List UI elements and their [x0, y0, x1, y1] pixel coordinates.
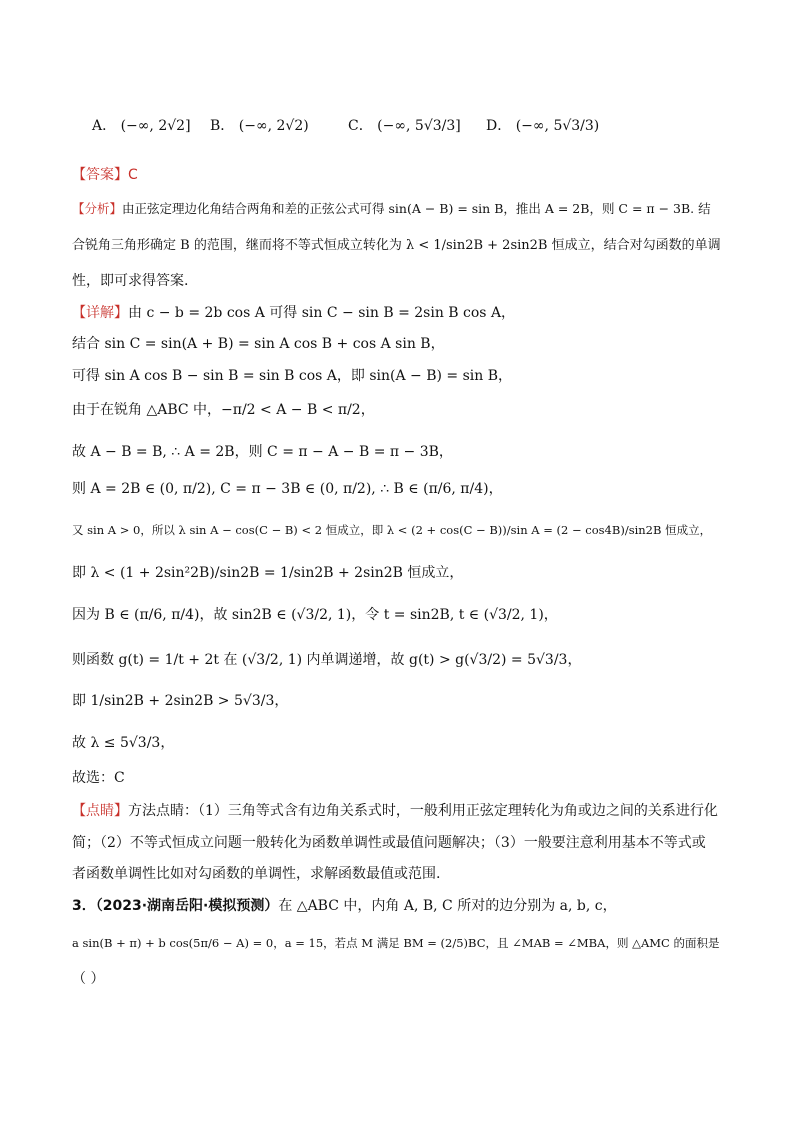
option-c-value: (−∞, 5√3/3] [377, 118, 461, 134]
detail-line-11 [72, 691, 722, 711]
detail-text-4: 由于在锐角 △ABC 中，−π/2 < A − B < π/2， [72, 402, 375, 418]
detail-text-11: 即 1/sin2B + 2sin2B > 5√3/3， [72, 693, 289, 709]
analysis-line-1 [72, 199, 722, 219]
question3-blank: （ ） [72, 971, 105, 987]
option-d-letter: D． [486, 118, 512, 134]
option-b-letter: B． [210, 118, 235, 134]
detail-line-9 [72, 605, 722, 625]
detail-line-4 [72, 400, 722, 420]
option-c-letter: C． [348, 118, 373, 134]
comment-text-3: 者函数单调性比如对勾函数的单调性，求解函数最值或范围. [72, 866, 441, 882]
detail-text-6: 则 A = 2B ∈ (0, π/2), C = π − 3B ∈ (0, π/2), ∴ B ∈ (π/6, π/4)， [72, 481, 503, 497]
detail-text-1: 由 c − b = 2b cos A 可得 sin C − sin B = 2sin B cos A， [128, 305, 516, 321]
question3-line-2 [72, 933, 722, 953]
detail-line-13 [72, 768, 722, 788]
option-a-letter: A． [92, 118, 117, 134]
answer-tag: 【答案】 [72, 167, 128, 183]
analysis-tag: 【分析】 [72, 201, 123, 216]
detail-line-10 [72, 650, 722, 670]
comment-line-1 [72, 801, 722, 821]
comment-text-1: 方法点睛：（1）三角等式含有边角关系式时，一般利用正弦定理转化为角或边之间的关系进行化 [128, 803, 718, 819]
option-c [348, 116, 461, 136]
detail-text-13: 故选：C [72, 770, 125, 786]
detail-text-9: 因为 B ∈ (π/6, π/4)，故 sin2B ∈ (√3/2, 1)，令 t = sin2B, t ∈ (√3/2, 1)， [72, 607, 558, 623]
detail-line-6 [72, 479, 722, 499]
detail-text-2: 结合 sin C = sin(A + B) = sin A cos B + cos A sin B， [72, 336, 445, 352]
detail-line-5 [72, 442, 722, 462]
option-a-value: (−∞, 2√2] [120, 118, 191, 134]
question3-number: 3． [72, 898, 96, 914]
comment-line-2 [72, 833, 722, 853]
answer-value: C [128, 167, 138, 183]
question3-source: （2023·湖南岳阳·模拟预测） [95, 898, 279, 914]
option-d-value: (−∞, 5√3/3) [515, 118, 600, 134]
comment-tag: 【点睛】 [72, 803, 128, 819]
detail-line-7 [72, 520, 722, 540]
detail-line-8 [72, 563, 722, 583]
option-d [486, 116, 599, 136]
analysis-line-3 [72, 271, 722, 291]
detail-text-12: 故 λ ≤ 5√3/3， [72, 735, 175, 751]
comment-text-2: 简；（2）不等式恒成立问题一般转化为函数单调性或最值问题解决；（3）一般要注意利用基本不等式或 [72, 835, 706, 851]
detail-text-8: 即 λ < (1 + 2sin²2B)/sin2B = 1/sin2B + 2sin2B 恒成立， [72, 565, 464, 581]
detail-text-5: 故 A − B = B, ∴ A = 2B，则 C = π − A − B = π − 3B， [72, 444, 453, 460]
analysis-text-3: 性，即可求得答案. [72, 273, 189, 289]
question3-line-3 [72, 969, 722, 989]
detail-text-7: 又 sin A > 0，所以 λ sin A − cos(C − B) < 2 恒成立，即 λ < (2 + cos(C − B))/sin A = (2 − cos4B)/sin2B 恒成立， [72, 523, 712, 537]
detail-tag: 【详解】 [72, 305, 128, 321]
detail-line-2 [72, 334, 722, 354]
comment-line-3 [72, 864, 722, 884]
option-a [92, 116, 191, 136]
detail-line-1 [72, 303, 722, 323]
question3-text-2: a sin(B + π) + b cos(5π/6 − A) = 0，a = 15，若点 M 满足 BM = (2/5)BC，且 ∠MAB = ∠MBA，则 △AMC 的面积是 [72, 936, 720, 950]
question3-line-1 [72, 896, 722, 916]
option-b [210, 116, 309, 136]
detail-line-3 [72, 366, 722, 386]
analysis-line-2 [72, 236, 722, 256]
detail-text-10: 则函数 g(t) = 1/t + 2t 在 (√3/2, 1) 内单调递增，故 g(t) > g(√3/2) = 5√3/3， [72, 652, 582, 668]
analysis-text-2: 合锐角三角形确定 B 的范围，继而将不等式恒成立转化为 λ < 1/sin2B + 2sin2B 恒成立，结合对勾函数的单调 [72, 238, 721, 253]
option-b-value: (−∞, 2√2) [238, 118, 309, 134]
analysis-text-1: 由正弦定理边化角结合两角和差的正弦公式可得 sin(A − B) = sin B，推出 A = 2B，则 C = π − 3B. 结 [122, 201, 711, 216]
detail-line-12 [72, 733, 722, 753]
question3-text-1: 在 △ABC 中，内角 A, B, C 所对的边分别为 a, b, c， [278, 898, 617, 914]
detail-text-3: 可得 sin A cos B − sin B = sin B cos A，即 sin(A − B) = sin B， [72, 368, 513, 384]
answer-line [72, 165, 722, 185]
